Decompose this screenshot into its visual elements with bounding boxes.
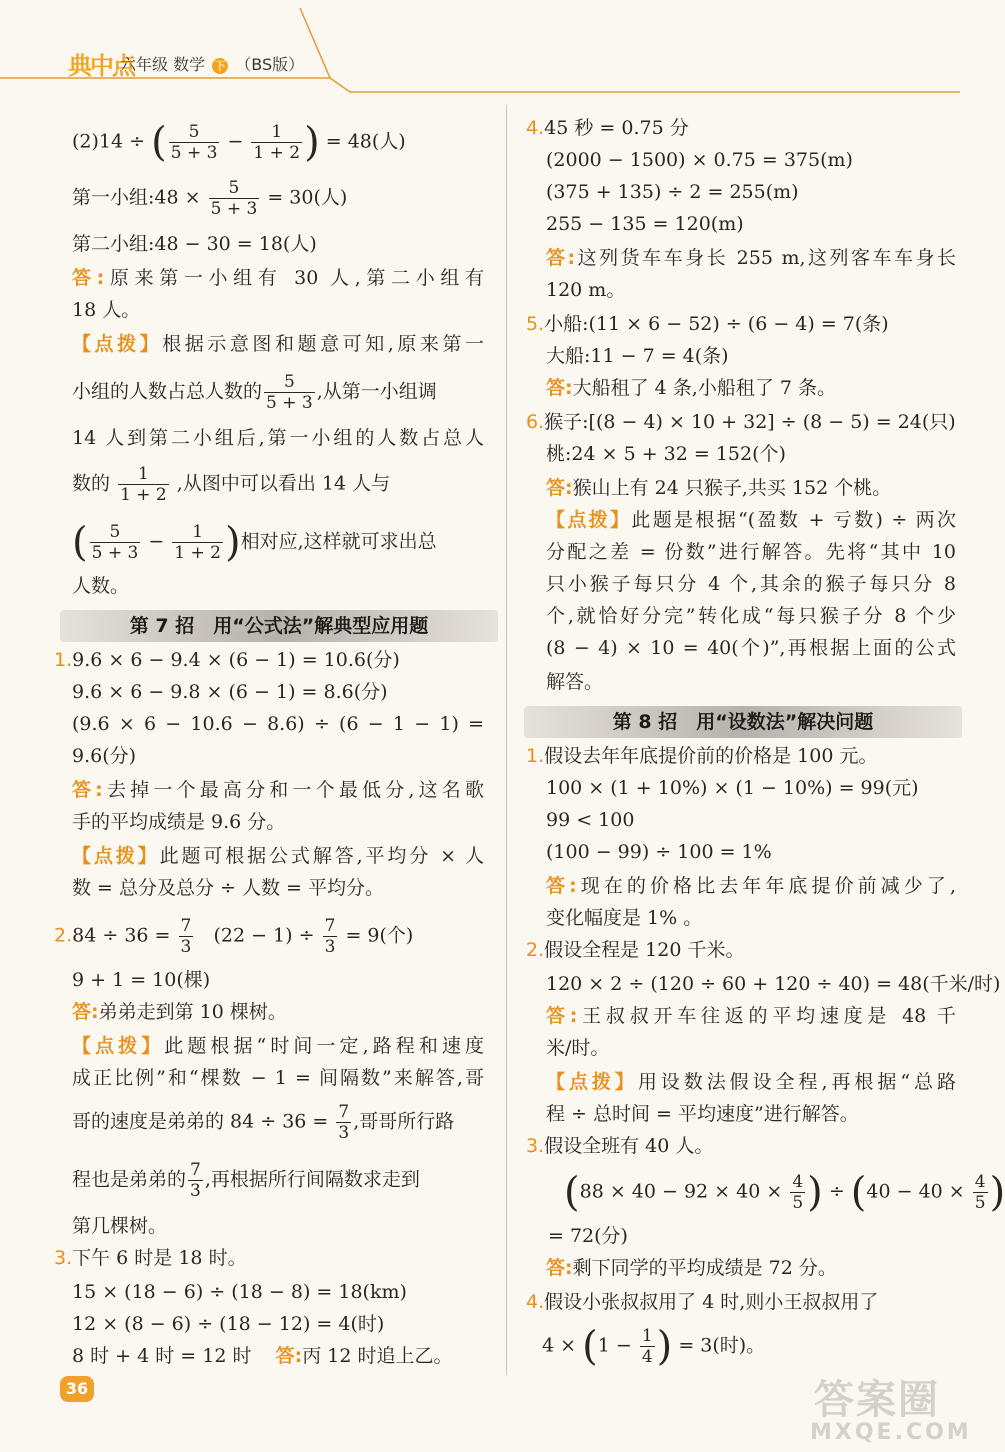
s7-q1-line2: 9.6 × 6 − 9.8 × (6 − 1) = 8.6(分) — [72, 681, 388, 703]
s7-q1-line4: 9.6(分) — [72, 745, 137, 767]
s8-q2-line2: 120 × 2 ÷ (120 ÷ 60 + 120 ÷ 40) = 48(千米/时) — [546, 973, 1001, 995]
answer-7: 答:猴山上有 24 只猴子,共买 152 个桃。 — [546, 477, 892, 499]
q6-line1: 6.猴子:[(8 − 4) × 10 + 32] ÷ (8 − 5) = 24(只) — [526, 411, 956, 433]
answer-6: 答:大船租了 4 条,小船租了 7 条。 — [546, 377, 836, 399]
s8-q4-line2: 4 × (1 − $\frac{1}{4}$ ) = 3(时)。 — [542, 1323, 766, 1370]
tip-4-line6: 解答。 — [546, 671, 604, 693]
tip-3-line5: 第几棵树。 — [72, 1215, 168, 1237]
q4-line2: (2000 − 1500) × 0.75 = 375(m) — [546, 149, 853, 171]
volume-badge: 下 — [214, 59, 227, 73]
q4-line4: 255 − 135 = 120(m) — [546, 213, 744, 235]
q6-line2: 桃:24 × 5 + 32 = 152(个) — [546, 443, 786, 465]
s8-q2-line1: 2.假设全程是 120 千米。 — [526, 939, 745, 961]
answer-1-cont: 18 人。 — [72, 299, 141, 321]
tip-1-line4: 数的 $\frac{1}{1 + 2}$ ,从图中可以看出 14 人与 — [72, 464, 391, 505]
tip-1-line3: 14 人到第二小组后,第一小组的人数占总人 — [72, 427, 484, 449]
q5-line1: 5.小船:(11 × 6 − 52) ÷ (6 − 4) = 7(条) — [526, 313, 889, 335]
tip-1-line6: 人数。 — [72, 575, 130, 597]
group2-line: 第二小组:48 − 30 = 18(人) — [72, 233, 317, 255]
q2-line1: (2)14 ÷ ( $\frac{5}{5 + 3}$ − $\frac{1}{1 + 2}$ ) = 48(人) — [72, 119, 406, 166]
group1-line: 第一小组:48 × $\frac{5}{5 + 3}$ = 30(人) — [72, 178, 348, 219]
s7-q2-line2: 9 + 1 = 10(棵) — [72, 969, 211, 991]
tip-1: 【点拨】根据示意图和题意可知,原来第一 — [72, 333, 484, 355]
tip-4-line5: (8 − 4) × 10 = 40(个)”,再根据上面的公式 — [546, 637, 956, 659]
tip-5-cont: 程 ÷ 总时间 = 平均速度”进行解答。 — [546, 1103, 859, 1125]
tip-2: 【点拨】此题可根据公式解答,平均分 × 人 — [72, 845, 484, 867]
page-number: 36 — [60, 1376, 94, 1402]
q4-line3: (375 + 135) ÷ 2 = 255(m) — [546, 181, 799, 203]
q4-line1: 4.45 秒 = 0.75 分 — [526, 117, 689, 139]
s7-q1-line3: (9.6 × 6 − 10.6 − 8.6) ÷ (6 − 1 − 1) = — [72, 713, 484, 735]
answer-5-cont: 120 m。 — [546, 279, 626, 301]
tip-1-line5: ( $\frac{5}{5 + 3}$ − $\frac{1}{1 + 2}$ )相对应,这样就可求出总 — [72, 519, 437, 566]
tip-4: 【点拨】此题是根据“(盈数 + 亏数) ÷ 两次 — [546, 509, 956, 531]
tip-4-line2: 分配之差 = 份数”进行解答。先将“其中 10 — [546, 541, 956, 563]
header-decoration — [0, 0, 1000, 100]
s8-q3-line2: (88 × 40 − 92 × 40 × $\frac{4}{5}$ ) ÷ (40 − 40 × $\frac{4}{5}$ ) — [564, 1169, 1005, 1216]
answer-2-cont: 手的平均成绩是 9.6 分。 — [72, 811, 286, 833]
answer-2: 答:去掉一个最高分和一个最低分,这名歌 — [72, 779, 484, 801]
answer-1: 答:原来第一小组有 30 人,第二小组有 — [72, 267, 485, 289]
page-header — [0, 0, 1000, 100]
s8-q1-line3: 99 < 100 — [546, 809, 635, 831]
answer-5: 答:这列货车车身长 255 m,这列客车车身长 — [546, 247, 956, 269]
answer-8: 答:现在的价格比去年年底提价前减少了, — [546, 875, 956, 897]
section-8-heading: 第 8 招 用“设数法”解决问题 — [524, 706, 962, 738]
s8-q4-line1: 4.假设小张叔叔用了 4 时,则小王叔叔用了 — [526, 1291, 879, 1313]
s8-q1-line4: (100 − 99) ÷ 100 = 1% — [546, 841, 772, 863]
answer-3: 答:弟弟走到第 10 棵树。 — [72, 1001, 287, 1023]
tip-4-line4: 个,就恰好分完”转化成“每只猴子分 8 个少 — [546, 605, 956, 627]
s7-q3-line3: 12 × (8 − 6) ÷ (18 − 12) = 4(时) — [72, 1313, 385, 1335]
s7-q2-line1: 2.84 ÷ 36 = $\frac{7}{3}$ (22 − 1) ÷ $\frac{7}{3}$ = 9(个) — [54, 916, 414, 957]
brand-logo: 典中点 — [68, 52, 134, 80]
answer-9: 答:王叔叔开车往返的平均速度是 48 千 — [546, 1005, 956, 1027]
q5-line2: 大船:11 − 7 = 4(条) — [546, 345, 729, 367]
answer-10: 答:剩下同学的平均成绩是 72 分。 — [546, 1257, 837, 1279]
tip-5: 【点拨】用设数法假设全程,再根据“总路 — [546, 1071, 956, 1093]
s7-q3-line4: 8 时 + 4 时 = 12 时 答:丙 12 时追上乙。 — [72, 1345, 453, 1367]
s8-q1-line2: 100 × (1 + 10%) × (1 − 10%) = 99(元) — [546, 777, 919, 799]
book-title: 六年级 数学 下 （BS版） — [120, 55, 305, 74]
watermark: 答案圈 MXQE.COM — [810, 1377, 972, 1445]
tip-3-line2: 成正比例”和“棵数 − 1 = 间隔数”来解答,哥 — [72, 1067, 484, 1089]
s7-q1-line1: 1.9.6 × 6 − 9.4 × (6 − 1) = 10.6(分) — [54, 649, 400, 671]
s8-q3-line1: 3.假设全班有 40 人。 — [526, 1135, 714, 1157]
tip-3-line4: 程也是弟弟的 $\frac{7}{3}$ ,再根据所行间隔数求走到 — [72, 1160, 420, 1201]
tip-1-line2: 小组的人数占总人数的 $\frac{5}{5 + 3}$ ,从第一小组调 — [72, 372, 437, 413]
tip-3: 【点拨】此题根据“时间一定,路程和速度 — [72, 1035, 484, 1057]
tip-3-line3: 哥的速度是弟弟的 84 ÷ 36 = $\frac{7}{3}$ ,哥哥所行路 — [72, 1102, 455, 1143]
answer-8-cont: 变化幅度是 1% 。 — [546, 907, 703, 929]
s7-q3-line2: 15 × (18 − 6) ÷ (18 − 8) = 18(km) — [72, 1281, 407, 1303]
answer-9-cont: 米/时。 — [546, 1037, 610, 1059]
s8-q1-line1: 1.假设去年年底提价前的价格是 100 元。 — [526, 745, 878, 767]
s7-q3-line1: 3.下午 6 时是 18 时。 — [54, 1247, 247, 1269]
tip-2-cont: 数 = 总分及总分 ÷ 人数 = 平均分。 — [72, 877, 384, 899]
section-7-heading: 第 7 招 用“公式法”解典型应用题 — [60, 610, 498, 642]
s8-q3-line3: = 72(分) — [548, 1225, 628, 1247]
tip-4-line3: 只小猴子每只分 4 个,其余的猴子每只分 8 — [546, 573, 956, 595]
column-divider — [506, 105, 507, 1375]
